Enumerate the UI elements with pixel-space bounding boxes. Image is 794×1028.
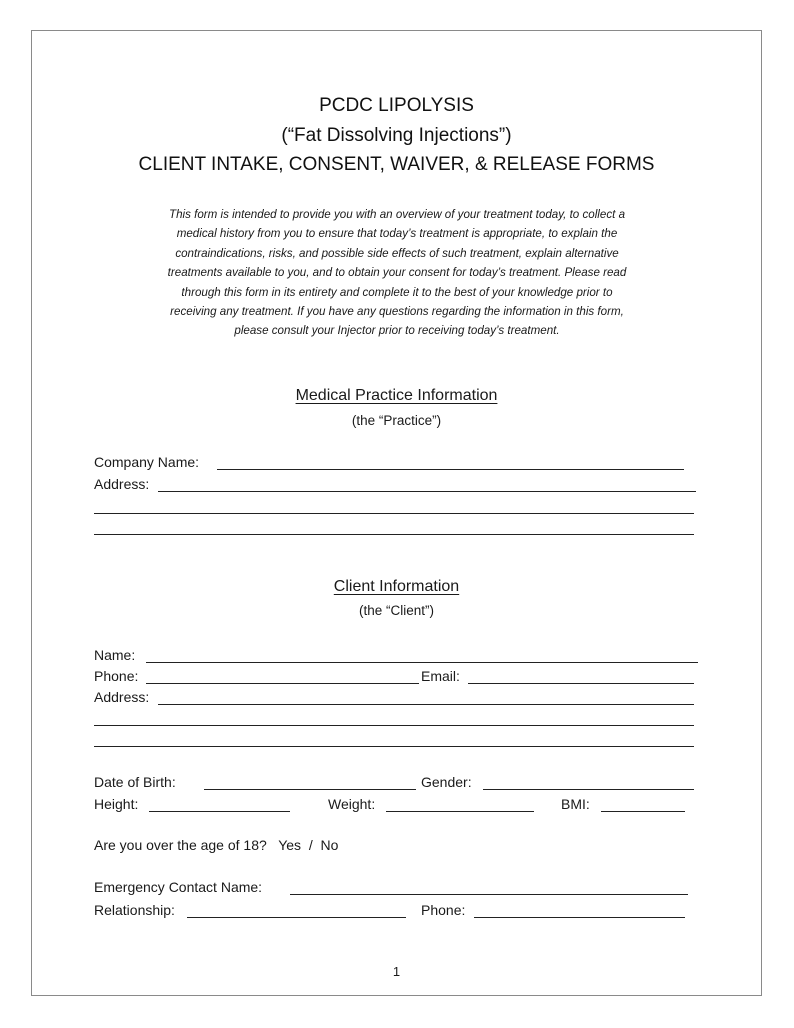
form-title-line-2: (“Fat Dissolving Injections”) xyxy=(281,125,512,146)
client-name-field[interactable] xyxy=(146,662,698,663)
emergency-contact-field[interactable] xyxy=(290,894,688,895)
intro-line: receiving any treatment. If you have any questions regarding the information in this form, xyxy=(170,305,624,319)
age-question xyxy=(94,837,338,853)
page-number: 1 xyxy=(392,964,401,979)
gender-field[interactable] xyxy=(483,789,694,790)
age-question-text: Are you over the age of 18? xyxy=(94,837,267,853)
practice-heading-text: Medical Practice Information xyxy=(295,387,498,404)
client-email-label: Email: xyxy=(421,668,460,684)
bmi-label: BMI: xyxy=(561,796,590,812)
gender-label: Gender: xyxy=(421,774,472,790)
practice-address-line-3[interactable] xyxy=(94,534,694,535)
intro-line: treatments available to you, and to obtain your consent for today’s treatment. Please read xyxy=(167,266,627,280)
client-phone-field[interactable] xyxy=(146,683,419,684)
client-address-label: Address: xyxy=(94,689,150,705)
practice-section-subheading: (the “Practice”) xyxy=(351,413,442,428)
company-name-label: Company Name: xyxy=(94,454,200,470)
dob-label: Date of Birth: xyxy=(94,774,176,790)
height-field[interactable] xyxy=(149,811,290,812)
bmi-field[interactable] xyxy=(601,811,685,812)
emergency-phone-field[interactable] xyxy=(474,917,685,918)
weight-field[interactable] xyxy=(386,811,534,812)
client-section-heading xyxy=(32,578,761,596)
client-heading-text: Client Information xyxy=(333,578,460,595)
form-page xyxy=(31,30,762,996)
practice-address-label: Address: xyxy=(94,476,150,492)
client-section-subheading: (the “Client”) xyxy=(358,603,434,618)
client-address-line-3[interactable] xyxy=(94,746,694,747)
dob-field[interactable] xyxy=(204,789,416,790)
client-phone-label: Phone: xyxy=(94,668,139,684)
intro-line: through this form in its entirety and complete it to the best of your knowledge prior to xyxy=(181,285,613,299)
practice-address-line-2[interactable] xyxy=(94,513,694,514)
practice-section-heading xyxy=(32,387,761,405)
emergency-phone-label: Phone: xyxy=(421,902,466,918)
client-address-field[interactable] xyxy=(158,704,694,705)
client-email-field[interactable] xyxy=(468,683,694,684)
practice-address-field[interactable] xyxy=(158,491,696,492)
intro-line: contraindications, risks, and possible side effects of such treatment, explain alternative xyxy=(175,246,619,260)
relationship-label: Relationship: xyxy=(94,902,175,918)
weight-label: Weight: xyxy=(328,796,376,812)
intro-line: please consult your Injector prior to receiving today’s treatment. xyxy=(234,324,560,338)
relationship-field[interactable] xyxy=(187,917,406,918)
intro-paragraph xyxy=(80,205,714,341)
form-title-line-1: PCDC LIPOLYSIS xyxy=(319,95,474,116)
emergency-contact-label: Emergency Contact Name: xyxy=(94,879,263,895)
client-name-label: Name: xyxy=(94,647,136,663)
form-title-line-3: CLIENT INTAKE, CONSENT, WAIVER, & RELEASE FORMS xyxy=(138,154,655,175)
company-name-field[interactable] xyxy=(217,469,684,470)
intro-line: medical history from you to ensure that today’s treatment is appropriate, to explain the xyxy=(176,227,618,241)
height-label: Height: xyxy=(94,796,139,812)
age-options[interactable]: Yes / No xyxy=(278,837,339,853)
client-address-line-2[interactable] xyxy=(94,725,694,726)
intro-line: This form is intended to provide you with an overview of your treatment today, to collect a xyxy=(168,208,626,221)
